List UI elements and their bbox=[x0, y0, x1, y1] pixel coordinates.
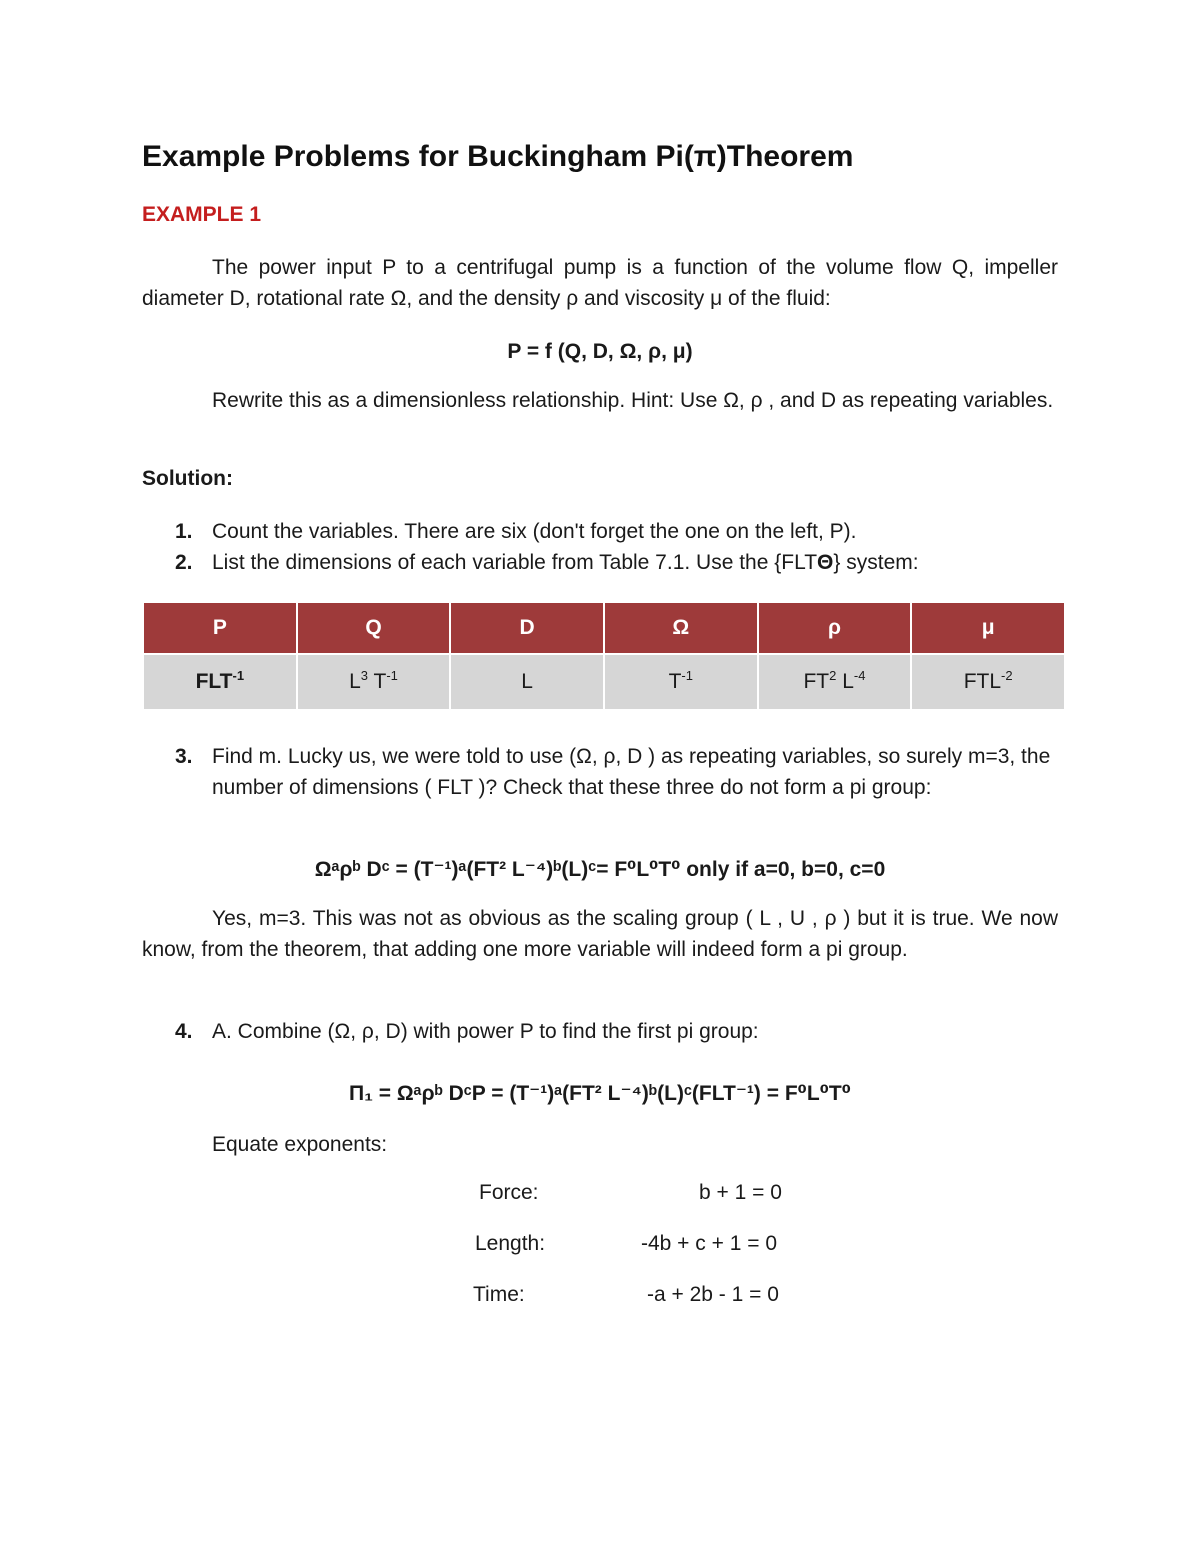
function-equation: P = f (Q, D, Ω, ρ, μ) bbox=[507, 340, 693, 363]
confirmation-paragraph: Yes, m=3. This was not as obvious as the scaling group ( L , U , ρ ) but it is true. We now know, from the theorem, that adding one more variable will indeed form a pi group. bbox=[142, 907, 1058, 961]
table-header-row bbox=[143, 602, 1065, 654]
step-text-part: } system: bbox=[833, 551, 919, 574]
step-number: 4. bbox=[175, 1020, 193, 1043]
time-label: Time: bbox=[473, 1283, 525, 1306]
step-text: A. Combine (Ω, ρ, D) with power P to find the first pi group: bbox=[212, 1020, 759, 1043]
dimension-cell: $FT^2$ $L^{-4}$ bbox=[758, 654, 912, 710]
header-cell: Ω bbox=[604, 602, 758, 654]
step-number: 1. bbox=[175, 520, 193, 543]
header-cell: D bbox=[450, 602, 604, 654]
length-label: Length: bbox=[475, 1232, 546, 1255]
header-cell: P bbox=[143, 602, 297, 654]
equate-label: Equate exponents: bbox=[212, 1133, 388, 1156]
header-cell: μ bbox=[911, 602, 1065, 654]
time-equation: -a + 2b - 1 = 0 bbox=[647, 1283, 779, 1306]
step-number: 2. bbox=[175, 551, 193, 574]
instruction-paragraph: Rewrite this as a dimensionless relationship. Hint: Use Ω, ρ , and D as repeating variables. bbox=[212, 389, 1054, 412]
dimension-cell: $FLT^{-1}$ bbox=[143, 654, 297, 710]
theta-symbol: Θ bbox=[817, 551, 834, 574]
problem-paragraph: The power input P to a centrifugal pump is a function of the volume flow Q, impeller diameter D, rotational rate Ω, and the density ρ and viscosity μ of the fluid: bbox=[142, 256, 1058, 310]
step-text: Find m. Lucky us, we were told to use (Ω, ρ, D ) as repeating variables, so surely m=3, the number of dimensions ( FLT )? Check that these three do not form a pi group: bbox=[212, 745, 1051, 799]
step-text: Count the variables. There are six (don't forget the one on the left, P). bbox=[212, 520, 857, 543]
dimension-cell: $L^3$ $T^{-1}$ bbox=[297, 654, 451, 710]
dimension-cell: $T^{-1}$ bbox=[604, 654, 758, 710]
step-number: 3. bbox=[175, 745, 193, 768]
header-cell: Q bbox=[297, 602, 451, 654]
example-heading: EXAMPLE 1 bbox=[142, 203, 262, 226]
dimension-cell: L bbox=[450, 654, 604, 710]
length-equation: -4b + c + 1 = 0 bbox=[641, 1232, 778, 1255]
check-equation: Ωᵃρᵇ Dᶜ = (T⁻¹)ᵃ(FT² L⁻⁴)ᵇ(L)ᶜ= F⁰L⁰T⁰ only if a=0, b=0, c=0 bbox=[314, 858, 886, 881]
solution-label: Solution: bbox=[142, 467, 233, 490]
pi-group-equation: Π₁ = Ωᵃρᵇ DᶜP = (T⁻¹)ᵃ(FT² L⁻⁴)ᵇ(L)ᶜ(FLT⁻¹) = F⁰L⁰T⁰ bbox=[349, 1082, 851, 1105]
force-equation: b + 1 = 0 bbox=[699, 1181, 782, 1204]
dimensions-table bbox=[142, 601, 1066, 711]
step-text bbox=[212, 547, 1058, 578]
table-row bbox=[143, 654, 1065, 710]
header-cell: ρ bbox=[758, 602, 912, 654]
step-text-part: List the dimensions of each variable from Table 7.1. Use the {FLT bbox=[212, 551, 818, 574]
dimension-cell: $FTL^{-2}$ bbox=[911, 654, 1065, 710]
page-title: Example Problems for Buckingham Pi(π)Theorem bbox=[142, 140, 854, 173]
force-label: Force: bbox=[479, 1181, 539, 1204]
